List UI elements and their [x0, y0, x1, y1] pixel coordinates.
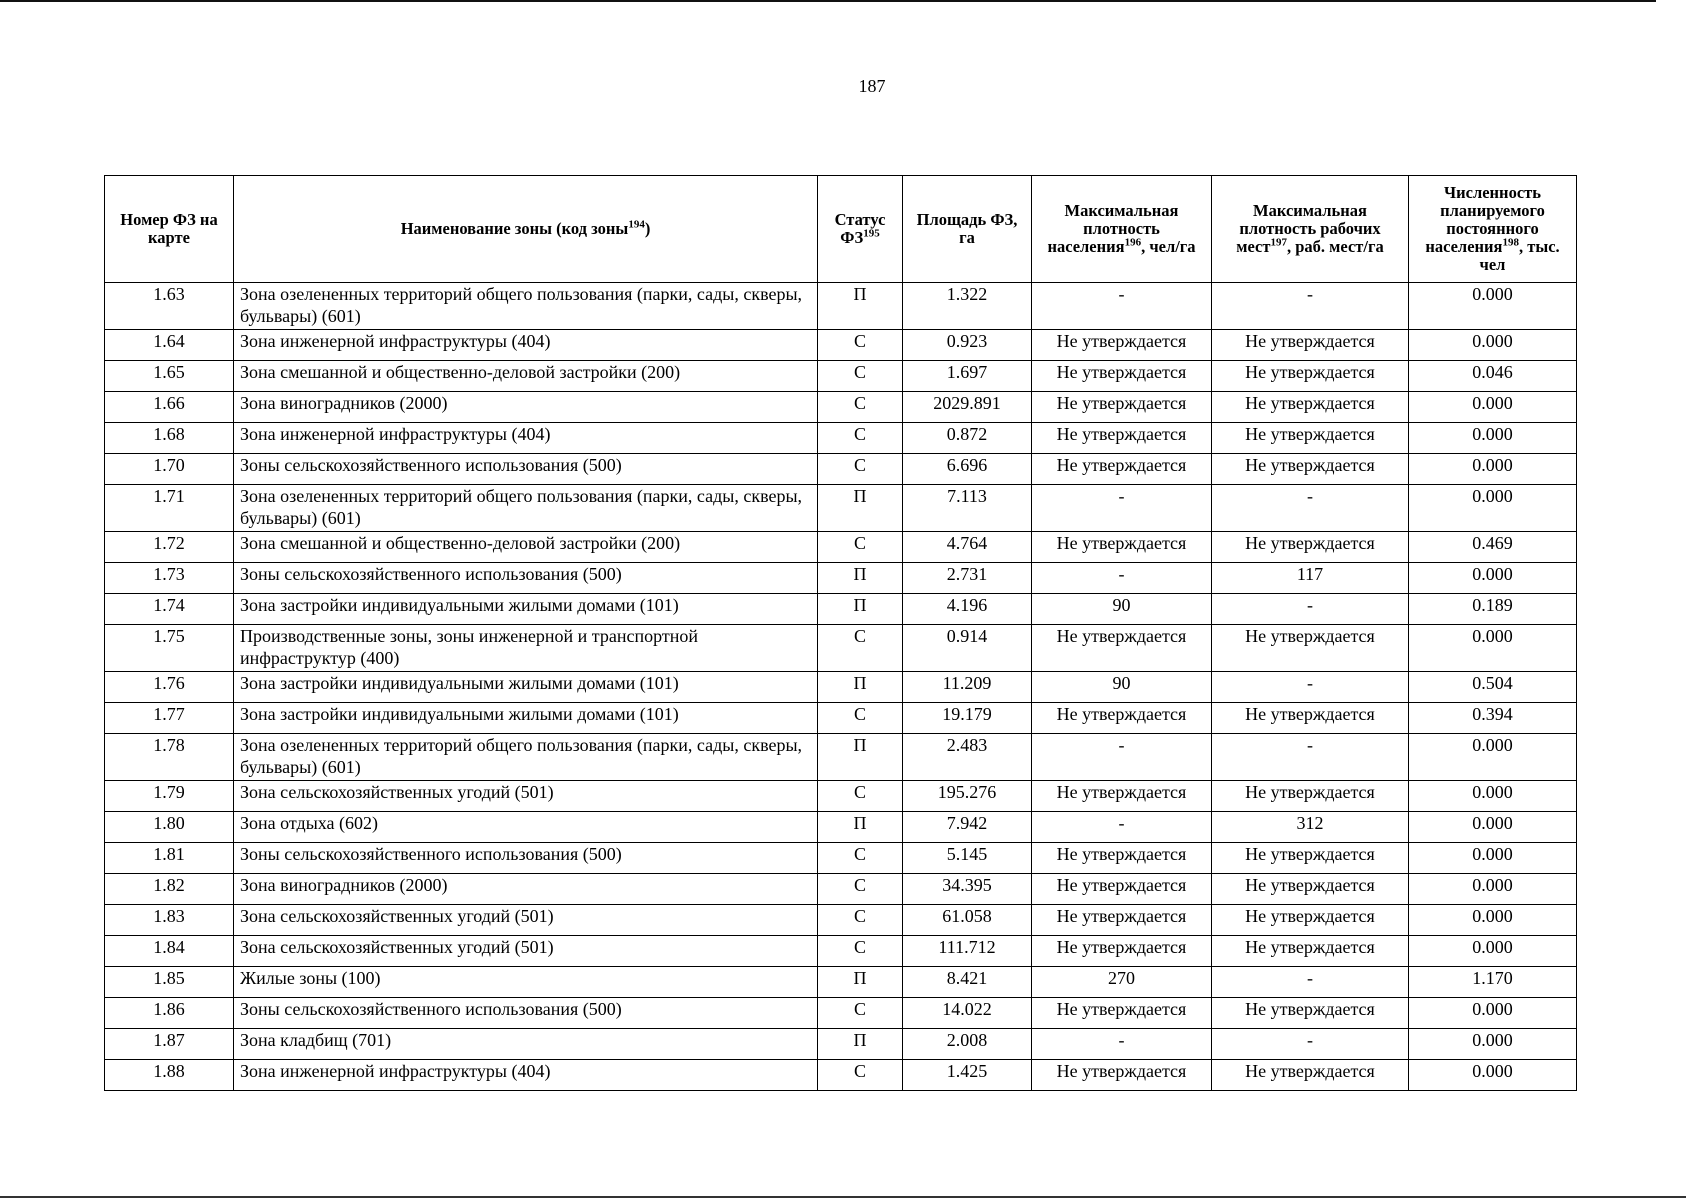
density-cell: Не утверждается — [1032, 1060, 1212, 1091]
status-cell: С — [818, 843, 903, 874]
zone-name-cell: Зона сельскохозяйственных угодий (501) — [234, 781, 818, 812]
population-cell: 0.000 — [1409, 998, 1577, 1029]
zone-name-cell: Зоны сельскохозяйственного использования (500) — [234, 563, 818, 594]
status-cell: П — [818, 485, 903, 532]
density-cell: - — [1032, 812, 1212, 843]
zone-number-cell: 1.73 — [105, 563, 234, 594]
zone-number-cell: 1.80 — [105, 812, 234, 843]
area-cell: 2029.891 — [903, 392, 1032, 423]
header-zone-number: Номер ФЗ на карте — [105, 176, 234, 283]
jobs-cell: Не утверждается — [1212, 423, 1409, 454]
zone-name-cell: Зоны сельскохозяйственного использования (500) — [234, 454, 818, 485]
header-zone-name: Наименование зоны (код зоны$^{194}$) — [234, 176, 818, 283]
zone-number-cell: 1.74 — [105, 594, 234, 625]
zone-name-cell: Зона застройки индивидуальными жилыми домами (101) — [234, 594, 818, 625]
jobs-cell: Не утверждается — [1212, 998, 1409, 1029]
jobs-cell: Не утверждается — [1212, 781, 1409, 812]
area-cell: 2.731 — [903, 563, 1032, 594]
zone-name-cell: Зона озелененных территорий общего пользования (парки, сады, скверы, бульвары) (601) — [234, 283, 818, 330]
header-status: Статус ФЗ$^{195}$ — [818, 176, 903, 283]
population-cell: 0.189 — [1409, 594, 1577, 625]
density-cell: 270 — [1032, 967, 1212, 998]
density-cell: Не утверждается — [1032, 532, 1212, 563]
jobs-cell: Не утверждается — [1212, 874, 1409, 905]
jobs-cell: - — [1212, 1029, 1409, 1060]
area-cell: 195.276 — [903, 781, 1032, 812]
table-row — [105, 485, 1577, 532]
status-cell: С — [818, 998, 903, 1029]
status-cell: П — [818, 594, 903, 625]
status-cell: С — [818, 392, 903, 423]
status-cell: С — [818, 532, 903, 563]
area-cell: 2.483 — [903, 734, 1032, 781]
population-cell: 0.000 — [1409, 392, 1577, 423]
population-cell: 0.000 — [1409, 734, 1577, 781]
area-cell: 1.697 — [903, 361, 1032, 392]
area-cell: 0.914 — [903, 625, 1032, 672]
status-cell: П — [818, 283, 903, 330]
status-cell: П — [818, 734, 903, 781]
population-cell: 0.000 — [1409, 905, 1577, 936]
table-row — [105, 454, 1577, 485]
zone-number-cell: 1.83 — [105, 905, 234, 936]
area-cell: 1.425 — [903, 1060, 1032, 1091]
zone-number-cell: 1.66 — [105, 392, 234, 423]
zone-name-cell: Зона озелененных территорий общего пользования (парки, сады, скверы, бульвары) (601) — [234, 485, 818, 532]
status-cell: С — [818, 703, 903, 734]
density-cell: Не утверждается — [1032, 843, 1212, 874]
jobs-cell: - — [1212, 283, 1409, 330]
area-cell: 7.942 — [903, 812, 1032, 843]
jobs-cell: Не утверждается — [1212, 361, 1409, 392]
zone-number-cell: 1.86 — [105, 998, 234, 1029]
table-header-row — [105, 176, 1577, 283]
table-row — [105, 905, 1577, 936]
table-row — [105, 423, 1577, 454]
population-cell: 0.000 — [1409, 330, 1577, 361]
zone-number-cell: 1.71 — [105, 485, 234, 532]
zone-name-cell: Зона виноградников (2000) — [234, 392, 818, 423]
density-cell: Не утверждается — [1032, 703, 1212, 734]
table-row — [105, 781, 1577, 812]
status-cell: С — [818, 874, 903, 905]
zone-name-cell: Зона застройки индивидуальными жилыми домами (101) — [234, 703, 818, 734]
status-cell: П — [818, 1029, 903, 1060]
table-row — [105, 874, 1577, 905]
density-cell: Не утверждается — [1032, 625, 1212, 672]
table-row — [105, 532, 1577, 563]
zone-name-cell: Зона смешанной и общественно-деловой застройки (200) — [234, 532, 818, 563]
zone-name-cell: Зона виноградников (2000) — [234, 874, 818, 905]
page-number: 187 — [858, 76, 886, 96]
zone-name-cell: Зона озелененных территорий общего пользования (парки, сады, скверы, бульвары) (601) — [234, 734, 818, 781]
jobs-cell: - — [1212, 485, 1409, 532]
table-row — [105, 392, 1577, 423]
density-cell: - — [1032, 1029, 1212, 1060]
density-cell: Не утверждается — [1032, 330, 1212, 361]
population-cell: 0.000 — [1409, 874, 1577, 905]
status-cell: С — [818, 1060, 903, 1091]
population-cell: 1.170 — [1409, 967, 1577, 998]
area-cell: 4.764 — [903, 532, 1032, 563]
status-cell: С — [818, 454, 903, 485]
bottom-border-line — [0, 1196, 1686, 1198]
population-cell: 0.000 — [1409, 936, 1577, 967]
jobs-cell: - — [1212, 672, 1409, 703]
zones-table — [104, 175, 1577, 1091]
top-border-line — [0, 0, 1656, 2]
jobs-cell: Не утверждается — [1212, 392, 1409, 423]
status-cell: П — [818, 563, 903, 594]
zone-name-cell: Зона инженерной инфраструктуры (404) — [234, 330, 818, 361]
zone-name-cell: Зона кладбищ (701) — [234, 1029, 818, 1060]
area-cell: 8.421 — [903, 967, 1032, 998]
zone-number-cell: 1.70 — [105, 454, 234, 485]
header-population-density: Максимальная плотность населения$^{196}$, чел/га — [1032, 176, 1212, 283]
zone-number-cell: 1.75 — [105, 625, 234, 672]
area-cell: 34.395 — [903, 874, 1032, 905]
zone-number-cell: 1.79 — [105, 781, 234, 812]
jobs-cell: Не утверждается — [1212, 703, 1409, 734]
zone-name-cell: Зона застройки индивидуальными жилыми домами (101) — [234, 672, 818, 703]
area-cell: 61.058 — [903, 905, 1032, 936]
area-cell: 1.322 — [903, 283, 1032, 330]
table-row — [105, 998, 1577, 1029]
population-cell: 0.000 — [1409, 781, 1577, 812]
header-jobs-density: Максимальная плотность рабочих мест$^{197}$, раб. мест/га — [1212, 176, 1409, 283]
table-row — [105, 1029, 1577, 1060]
population-cell: 0.000 — [1409, 454, 1577, 485]
table-row — [105, 672, 1577, 703]
area-cell: 14.022 — [903, 998, 1032, 1029]
zone-name-cell: Зона сельскохозяйственных угодий (501) — [234, 905, 818, 936]
density-cell: Не утверждается — [1032, 454, 1212, 485]
jobs-cell: Не утверждается — [1212, 1060, 1409, 1091]
density-cell: Не утверждается — [1032, 423, 1212, 454]
jobs-cell: 117 — [1212, 563, 1409, 594]
population-cell: 0.000 — [1409, 485, 1577, 532]
table-row — [105, 330, 1577, 361]
zone-number-cell: 1.84 — [105, 936, 234, 967]
table-row — [105, 734, 1577, 781]
density-cell: - — [1032, 283, 1212, 330]
header-planned-population: Численность планируемого постоянного населения$^{198}$, тыс. чел — [1409, 176, 1577, 283]
status-cell: С — [818, 936, 903, 967]
density-cell: Не утверждается — [1032, 874, 1212, 905]
jobs-cell: - — [1212, 734, 1409, 781]
area-cell: 2.008 — [903, 1029, 1032, 1060]
zone-name-cell: Жилые зоны (100) — [234, 967, 818, 998]
zone-number-cell: 1.81 — [105, 843, 234, 874]
area-cell: 19.179 — [903, 703, 1032, 734]
population-cell: 0.000 — [1409, 423, 1577, 454]
zone-name-cell: Зона инженерной инфраструктуры (404) — [234, 1060, 818, 1091]
density-cell: Не утверждается — [1032, 781, 1212, 812]
zone-name-cell: Зоны сельскохозяйственного использования (500) — [234, 998, 818, 1029]
population-cell: 0.000 — [1409, 1029, 1577, 1060]
table-row — [105, 1060, 1577, 1091]
area-cell: 0.872 — [903, 423, 1032, 454]
area-cell: 7.113 — [903, 485, 1032, 532]
status-cell: П — [818, 812, 903, 843]
table-row — [105, 703, 1577, 734]
jobs-cell: Не утверждается — [1212, 454, 1409, 485]
density-cell: Не утверждается — [1032, 392, 1212, 423]
status-cell: С — [818, 781, 903, 812]
population-cell: 0.000 — [1409, 563, 1577, 594]
zone-name-cell: Зоны сельскохозяйственного использования (500) — [234, 843, 818, 874]
zone-name-cell: Зона отдыха (602) — [234, 812, 818, 843]
area-cell: 11.209 — [903, 672, 1032, 703]
table-row — [105, 812, 1577, 843]
area-cell: 4.196 — [903, 594, 1032, 625]
jobs-cell: Не утверждается — [1212, 905, 1409, 936]
table-row — [105, 594, 1577, 625]
table-row — [105, 625, 1577, 672]
zone-number-cell: 1.76 — [105, 672, 234, 703]
zone-number-cell: 1.82 — [105, 874, 234, 905]
table-row — [105, 843, 1577, 874]
population-cell: 0.504 — [1409, 672, 1577, 703]
zone-number-cell: 1.72 — [105, 532, 234, 563]
density-cell: 90 — [1032, 594, 1212, 625]
zone-number-cell: 1.68 — [105, 423, 234, 454]
zone-number-cell: 1.64 — [105, 330, 234, 361]
jobs-cell: Не утверждается — [1212, 625, 1409, 672]
zone-name-cell: Зона инженерной инфраструктуры (404) — [234, 423, 818, 454]
zone-name-cell: Производственные зоны, зоны инженерной и транспортной инфраструктур (400) — [234, 625, 818, 672]
status-cell: С — [818, 625, 903, 672]
density-cell: Не утверждается — [1032, 936, 1212, 967]
population-cell: 0.046 — [1409, 361, 1577, 392]
table-row — [105, 361, 1577, 392]
density-cell: - — [1032, 485, 1212, 532]
table-body — [105, 283, 1577, 1091]
status-cell: П — [818, 672, 903, 703]
jobs-cell: - — [1212, 967, 1409, 998]
status-cell: С — [818, 423, 903, 454]
table-row — [105, 936, 1577, 967]
area-cell: 6.696 — [903, 454, 1032, 485]
population-cell: 0.469 — [1409, 532, 1577, 563]
population-cell: 0.000 — [1409, 843, 1577, 874]
jobs-cell: Не утверждается — [1212, 532, 1409, 563]
area-cell: 5.145 — [903, 843, 1032, 874]
population-cell: 0.000 — [1409, 1060, 1577, 1091]
density-cell: - — [1032, 734, 1212, 781]
zone-name-cell: Зона сельскохозяйственных угодий (501) — [234, 936, 818, 967]
status-cell: С — [818, 905, 903, 936]
jobs-cell: - — [1212, 594, 1409, 625]
zone-number-cell: 1.63 — [105, 283, 234, 330]
population-cell: 0.394 — [1409, 703, 1577, 734]
zone-number-cell: 1.65 — [105, 361, 234, 392]
area-cell: 0.923 — [903, 330, 1032, 361]
jobs-cell: Не утверждается — [1212, 843, 1409, 874]
zone-number-cell: 1.77 — [105, 703, 234, 734]
header-area: Площадь ФЗ, га — [903, 176, 1032, 283]
population-cell: 0.000 — [1409, 812, 1577, 843]
table-row — [105, 967, 1577, 998]
density-cell: 90 — [1032, 672, 1212, 703]
jobs-cell: 312 — [1212, 812, 1409, 843]
density-cell: - — [1032, 563, 1212, 594]
zone-number-cell: 1.78 — [105, 734, 234, 781]
status-cell: П — [818, 967, 903, 998]
table-row — [105, 283, 1577, 330]
density-cell: Не утверждается — [1032, 905, 1212, 936]
jobs-cell: Не утверждается — [1212, 936, 1409, 967]
status-cell: С — [818, 330, 903, 361]
status-cell: С — [818, 361, 903, 392]
jobs-cell: Не утверждается — [1212, 330, 1409, 361]
area-cell: 111.712 — [903, 936, 1032, 967]
table-row — [105, 563, 1577, 594]
zone-name-cell: Зона смешанной и общественно-деловой застройки (200) — [234, 361, 818, 392]
zone-number-cell: 1.88 — [105, 1060, 234, 1091]
zone-number-cell: 1.85 — [105, 967, 234, 998]
population-cell: 0.000 — [1409, 283, 1577, 330]
population-cell: 0.000 — [1409, 625, 1577, 672]
density-cell: Не утверждается — [1032, 998, 1212, 1029]
density-cell: Не утверждается — [1032, 361, 1212, 392]
zone-number-cell: 1.87 — [105, 1029, 234, 1060]
